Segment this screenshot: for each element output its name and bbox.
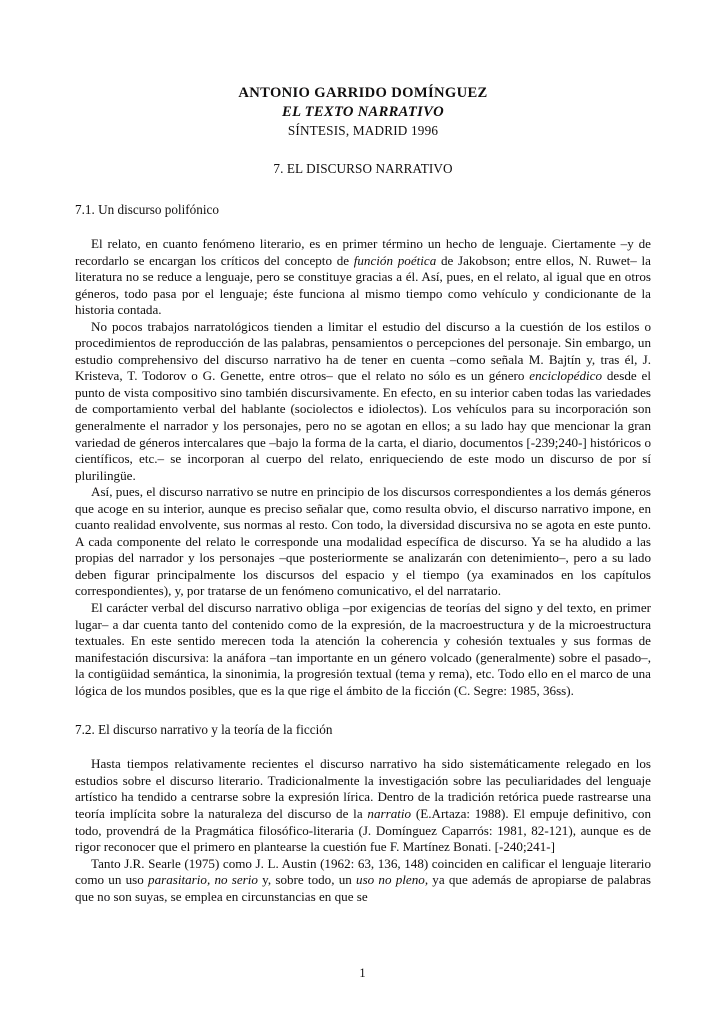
paragraph-text: Tanto J.R. Searle (1975) como J. L. Austin (1962: 63, 136, 148) coinciden en calificar el lenguaje literario como un uso — [75, 855, 651, 888]
section-heading-7-2: 7.2. El discurso narrativo y la teoría de la ficción — [75, 722, 333, 738]
document-publication: SÍNTESIS, MADRID 1996 — [287, 123, 439, 138]
chapter-heading: 7. EL DISCURSO NARRATIVO — [273, 161, 453, 176]
emphasis-narratio: narratio — [367, 805, 412, 821]
paragraph-text: ya que además de apropiarse de palabras que no son suyas, se emplea en circunstancias en que se — [75, 872, 651, 904]
document-author: ANTONIO GARRIDO DOMÍNGUEZ — [238, 85, 488, 101]
paragraph-text: y, sobre todo, un — [257, 872, 357, 888]
paragraph-text: Así, pues, el discurso narrativo se nutre en principio de los discursos correspondientes a los demás géneros que acoge en su interior, aunque es preciso señalar que, como resulta obvio, el discurso narrativo impone, en cuanto realidad envolvente, sus normas al resto. Con todo, la diversidad discursiva no se agota en este punto. A cada componente del relato le corresponde una modalidad específica de discurso. Ya se ha aludido a las propias del narrador y los personajes –que posteriormente se analizarán con detenimiento–, pero a su lado deben figurar principalmente los discursos del espacio y el tiempo (ya examinados en los capítulos correspondientes), y, por tratarse de un fenómeno comunicativo, el del narratario. — [75, 484, 651, 599]
emphasis-uso-no-pleno: uso no pleno, — [356, 872, 429, 888]
paragraph — [75, 319, 651, 484]
paragraph-text: (E.Artaza: 1988). El empuje definitivo, con todo, provendrá de la Pragmática filosófico-literaria (J. Domínguez Caparrós: 1981, 82-121), aunque es de rigor reconocer que el primero en plantearse la cuestión fue F. Martínez Bonati. [-240;241-] — [75, 805, 652, 855]
title-block — [75, 0, 651, 140]
emphasis-funcion-poetica: función poética — [353, 252, 437, 268]
paragraph — [75, 756, 651, 855]
paragraph-text: desde el punto de vista compositivo sino también discursivamente. En efecto, en su interior caben todas las variedades de comportamiento verbal del hablante (sociolectos e idiolectos). Los vehículos para su incorporación son generalmente el narrador y los personajes, pero no se agotan en ellos; a su lado hay que mencionar la gran variedad de géneros intercalares que –bajo la forma de la carta, el diario, documentos [-239;240-] históricos o científicos, etc.– se incorporan al cuerpo del relato, enriqueciendo de este modo un discurso de por sí plurilingüe. — [75, 368, 652, 483]
section-heading-7-1: 7.1. Un discurso polifónico — [75, 202, 219, 217]
paragraph — [75, 856, 651, 906]
paragraph-text: El carácter verbal del discurso narrativo obliga –por exigencias de teorías del signo y del texto, en primer lugar– a dar cuenta tanto del contenido como de la expresión, de la macroestructura y de la microestructura textuales. En este sentido merecen toda la atención la coherencia y cohesión textuales y sus formas de manifestación discursiva: la anáfora –tan importante en un género volcado (generalmente) sobre el pasado–, la contigüidad semántica, la sinonimia, la progresión textual (tema y rema), etc. Todo ello en el marco de una lógica de los mundos posibles, que es la que rige el ámbito de la ficción (C. Segre: 1985, 36ss). — [75, 600, 651, 698]
paragraph-text: No pocos trabajos narratológicos tienden a limitar el estudio del discurso a la cuestión de los estilos o procedimientos de reproducción de las palabras, pensamientos o percepciones del personaje. Sin embargo, un estudio comprehensivo del discurso narrativo ha de tener en cuenta –como señala M. Bajtín y, tras él, J. Kristeva, T. Todorov o G. Genette, entre otros– que el relato no sólo es un género — [75, 318, 651, 384]
paragraph-text: de Jakobson; entre ellos, N. Ruwet– la literatura no se reduce a lenguaje, pero se constituye gracias a él. Así, pues, en el relato, al igual que en otros géneros, todo pasa por el lenguaje; éste funciona al mismo tiempo como vehículo y condicionante de la historia contada. — [75, 252, 651, 318]
paragraph — [75, 236, 651, 319]
page-number: 1 — [359, 966, 366, 980]
document-title: EL TEXTO NARRATIVO — [282, 104, 444, 120]
paragraph-text: El relato, en cuanto fenómeno literario, es en primer término un hecho de lenguaje. Ciertamente –y de recordarlo se encargan los críticos del concepto de — [75, 236, 651, 268]
paragraph-text: Hasta tiempos relativamente recientes el discurso narrativo ha sido sistemáticamente relegado en los estudios sobre el discurso literario. Tradicionalmente la investigación sobre las peculiaridades del lenguaje artístico ha tendido a centrarse sobre la expresión lírica. Dentro de la tradición retórica puede rastrearse una teoría implícita sobre la naturaleza del discurso de la — [75, 756, 651, 821]
emphasis-enciclopedico: enciclopédico — [529, 368, 603, 384]
paragraph — [75, 484, 651, 600]
paragraph — [75, 600, 651, 699]
page-content — [75, 0, 651, 905]
emphasis-parasitario-no-serio: parasitario, no serio — [148, 872, 258, 888]
